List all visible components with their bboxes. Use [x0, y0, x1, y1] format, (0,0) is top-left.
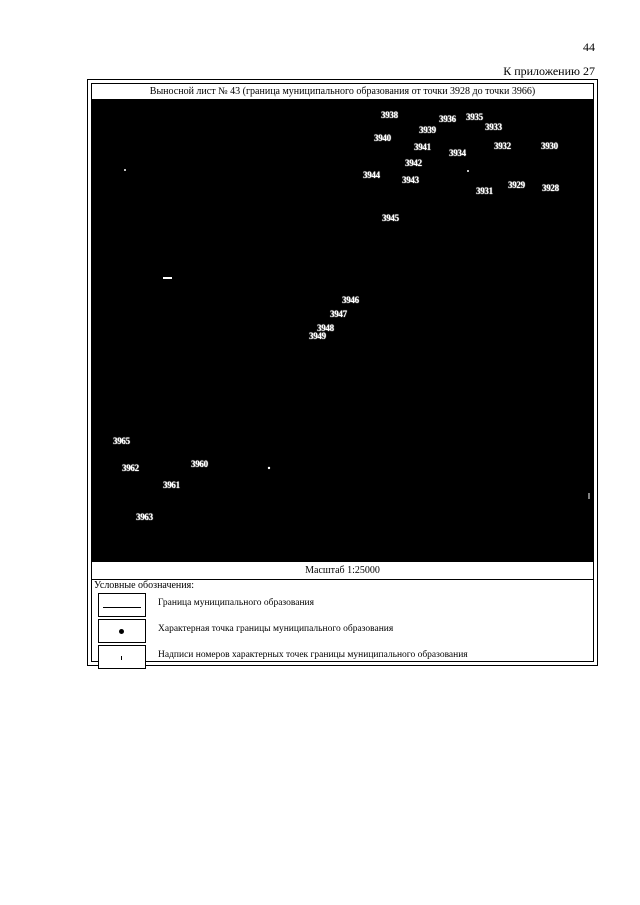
point-label-3947: 3947: [330, 309, 347, 319]
legend-item-label: Надписи номеров характерных точек границы муниципального образования: [158, 650, 468, 660]
point-label-3945: 3945: [382, 213, 399, 223]
point-label-3963: 3963: [136, 512, 153, 522]
boundary-marks: [92, 100, 593, 561]
legend-item-boundary: [98, 593, 588, 617]
legend-item-label: Граница муниципального образования: [158, 598, 314, 608]
point-dot-symbol: [98, 619, 146, 643]
point-label-3941: 3941: [414, 142, 431, 152]
point-label-3961: 3961: [163, 480, 180, 490]
boundary-line-symbol: [98, 593, 146, 617]
point-label-3934: 3934: [449, 148, 466, 158]
boundary-point: [124, 169, 126, 171]
legend-item-label-symbol: [98, 645, 588, 669]
point-label-3944: 3944: [363, 170, 380, 180]
point-label-3939: 3939: [419, 125, 436, 135]
point-number-symbol: [98, 645, 146, 669]
legend: [92, 579, 593, 661]
appendix-reference: К приложению 27: [503, 64, 595, 78]
legend-item-label: Характерная точка границы муниципального образования: [158, 624, 394, 634]
point-label-3935: 3935: [466, 112, 483, 122]
legend-item-point: [98, 619, 588, 643]
point-label-3942: 3942: [405, 158, 422, 168]
point-label-3965: 3965: [113, 436, 130, 446]
point-label-3943: 3943: [402, 175, 419, 185]
page-number: 44: [583, 40, 595, 54]
point-label-3931: 3931: [476, 186, 493, 196]
point-label-3933: 3933: [485, 122, 502, 132]
sheet-inner-frame: [91, 83, 594, 662]
point-label-3932: 3932: [494, 141, 511, 151]
point-label-3929: 3929: [508, 180, 525, 190]
point-label-3930: 3930: [541, 141, 558, 151]
point-label-3962: 3962: [122, 463, 139, 473]
point-label-3936: 3936: [439, 114, 456, 124]
point-label-3940: 3940: [374, 133, 391, 143]
point-label-3938: 3938: [381, 110, 398, 120]
point-label-3949: 3949: [309, 331, 326, 341]
sheet-title: Выносной лист № 43 (граница муниципального образования от точки 3928 до точки 3966): [92, 84, 593, 100]
point-label-3928: 3928: [542, 183, 559, 193]
point-label-3960: 3960: [191, 459, 208, 469]
sheet-frame: [87, 79, 598, 666]
map-scale: Масштаб 1:25000: [92, 561, 593, 580]
boundary-point: [268, 467, 270, 469]
point-label-3946: 3946: [342, 295, 359, 305]
legend-title: Условные обозначения:: [94, 580, 195, 591]
boundary-point: [467, 170, 469, 172]
point-label-3948: 3948: [317, 323, 334, 333]
map-area[interactable]: [92, 100, 593, 561]
